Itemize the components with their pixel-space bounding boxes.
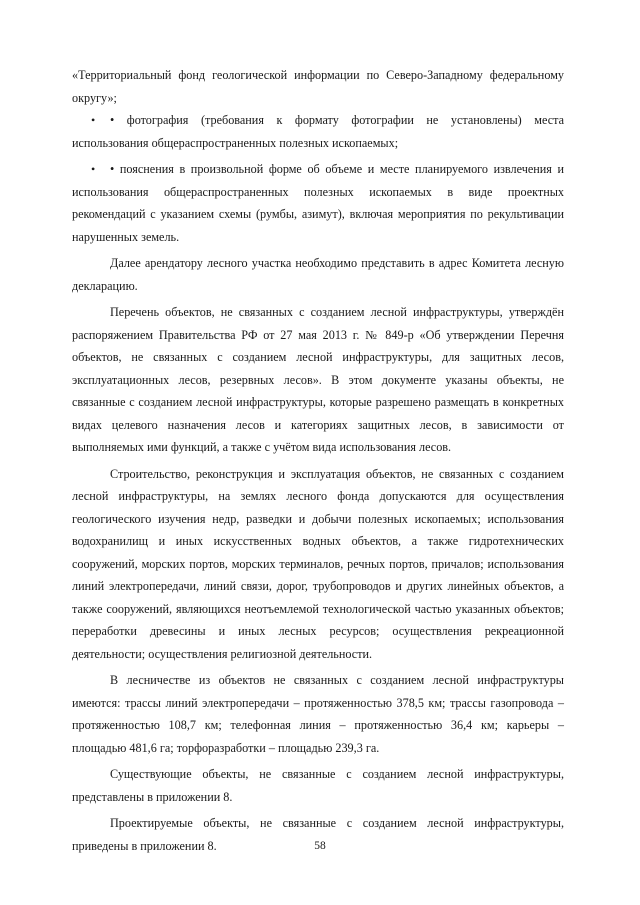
document-page xyxy=(72,64,564,857)
paragraph-forest-declaration: Далее арендатору лесного участка необходимо представить в адрес Комитета лесную декларацию. xyxy=(72,256,564,293)
bullet-item-photo xyxy=(72,109,564,154)
paragraph-objects-list: Перечень объектов, не связанных с созданием лесной инфраструктуры, утверждён распоряжением Правительства РФ от 27 мая 2013 г. № 849-р «Об утверждении Перечня объектов, не связанных с созданием лесной инфраструктуры, для защитных лесов, эксплуатационных лесов, резервных лесов». В этом документе указаны объекты, не связанные с созданием лесной инфраструктуры, которые разрешено размещать в конкретных видах целевого назначения лесов и категориях защитных лесов, в зависимости от выполняемых ими функций, а также с учётом вида использования лесов. xyxy=(72,305,564,454)
paragraph-planned-objects: Проектируемые объекты, не связанные с созданием лесной инфраструктуры, приведены в приложении 8. xyxy=(72,816,564,853)
bullet-item-explanations-text: • пояснения в произвольной форме об объеме и месте планируемого извлечения и использования общераспространенных полезных ископаемых в виде проектных рекомендаций с указанием схемы (румбы, азимут), включая мероприятия по рекультивации нарушенных земель. xyxy=(72,162,564,244)
bullet-icon: • xyxy=(91,162,96,176)
bullet-icon: • xyxy=(91,113,96,127)
paragraph-territorial-fund: «Территориальный фонд геологической информации по Северо-Западному федеральному округу»; xyxy=(72,68,564,105)
bullet-item-explanations xyxy=(72,158,564,248)
paragraph-construction: Строительство, реконструкция и эксплуатация объектов, не связанных с созданием лесной инфраструктуры, на землях лесного фонда допускаются для осуществления геологического изучения недр, разведки и добычи полезных ископаемых; использования водохранилищ и иных искусственных водных объектов, а также гидротехнических сооружений, морских портов, морских терминалов, речных портов, причалов; использования линий электропередачи, линий связи, дорог, трубопроводов и других линейных объектов, а также сооружений, являющихся неотъемлемой технологической частью указанных объектов; переработки древесины и иных лесных ресурсов; осуществления рекреационной деятельности; осуществления религиозной деятельности. xyxy=(72,466,564,661)
paragraph-existing-objects: Существующие объекты, не связанные с созданием лесной инфраструктуры, представлены в приложении 8. xyxy=(72,767,564,804)
paragraph-forestry-objects: В лесничестве из объектов не связанных с созданием лесной инфраструктуры имеются: трассы линий электропередачи – протяженностью 378,5 км; трассы газопровода – протяженностью 108,7 км; телефонная линия – протяженностью 36,4 км; карьеры – площадью 481,6 га; торфоразработки – площадью 239,3 га. xyxy=(72,673,564,755)
page-number: 58 xyxy=(314,840,326,852)
bullet-item-photo-text: • фотография (требования к формату фотографии не установлены) места использования общераспространенных полезных ископаемых; xyxy=(72,113,564,150)
